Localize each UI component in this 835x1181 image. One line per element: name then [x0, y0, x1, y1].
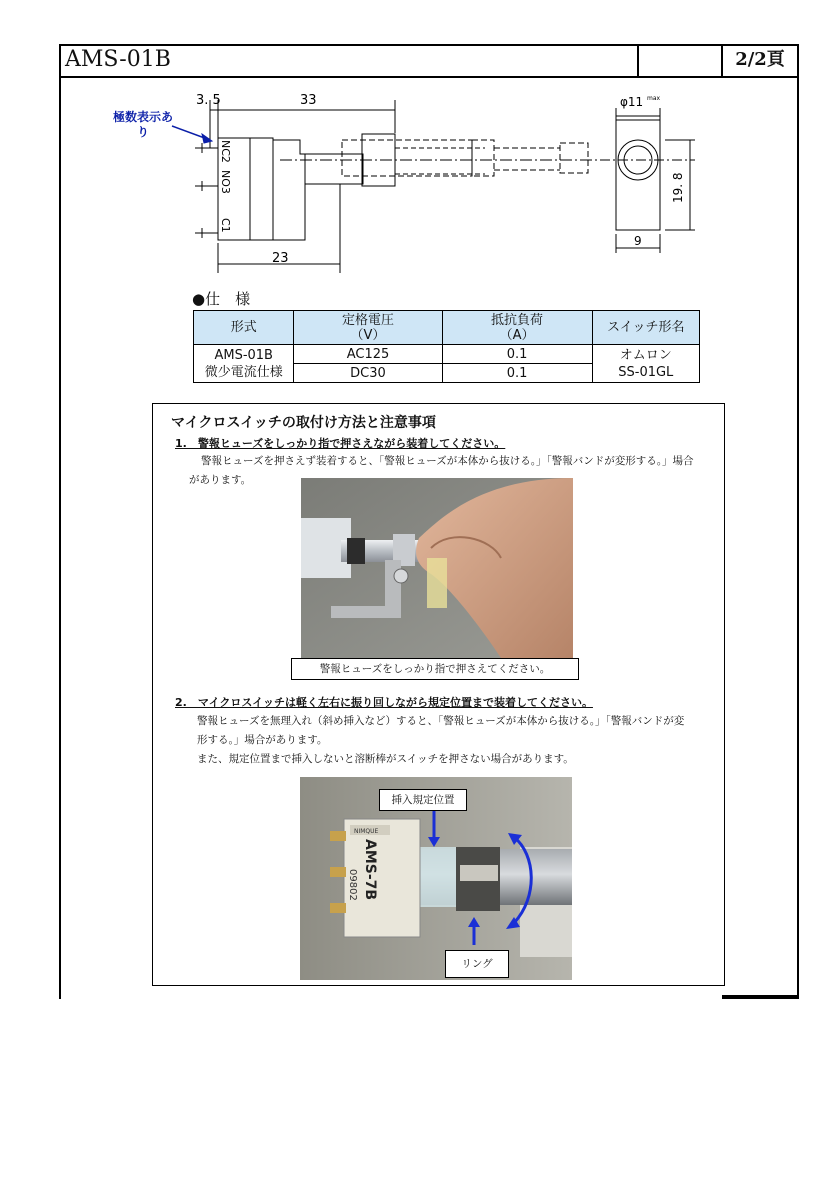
cell-voltage: DC30: [294, 364, 442, 383]
cell-voltage: AC125: [294, 345, 442, 364]
label-insertion-position: 挿入規定位置: [379, 789, 467, 811]
dimension-drawing: [100, 88, 700, 278]
cell-model: AMS-01B 微少電流仕様: [194, 345, 294, 383]
spec-heading: ●仕 様: [192, 290, 251, 308]
step-1-heading: 1. 警報ヒューズをしっかり指で押さえながら装着してください。: [175, 437, 506, 450]
step-1-text-line2: があります。: [189, 474, 252, 486]
dim-33: 33: [300, 93, 317, 108]
table-row: [194, 345, 700, 364]
photo-finger-press: [301, 478, 573, 658]
photo-2-model: AMS-7B: [362, 839, 378, 901]
step-2-text-line3: また、規定位置まで挿入しないと溶断棒がスイッチを押さない場合があります。: [197, 753, 574, 765]
polarity-note: 極数表示あり: [112, 110, 173, 139]
dim-phi11: φ11: [620, 95, 644, 109]
dim-9: 9: [634, 234, 642, 248]
title-block: [59, 44, 797, 78]
step-2-heading: 2. マイクロスイッチは軽く左右に振り回しながら規定位置まで装着してください。: [175, 696, 593, 709]
photo-1-caption: 警報ヒューズをしっかり指で押さえてください。: [291, 658, 579, 680]
col-voltage: 定格電圧 （V）: [294, 311, 442, 345]
notes-title: マイクロスイッチの取付け方法と注意事項: [171, 415, 436, 431]
step-2-text-line2: 形する。」場合があります。: [197, 734, 328, 746]
cell-load: 0.1: [442, 345, 592, 364]
terminal-label-no3: NO3: [219, 170, 232, 194]
installation-notes-box: [152, 403, 725, 986]
photo-2-code: 09802: [347, 869, 358, 901]
label-ring: リング: [445, 950, 509, 978]
spec-table: [193, 310, 700, 383]
terminal-label-c1: C1: [219, 218, 232, 233]
dim-3-5: 3. 5: [196, 93, 221, 108]
col-load: 抵抗負荷 （A）: [442, 311, 592, 345]
title-block-empty-cell: [637, 44, 723, 76]
step-2-text-line1: 警報ヒューズを無理入れ（斜め挿入など）すると、「警報ヒューズが本体から抜ける。」「警報バンドが変: [197, 715, 685, 727]
cell-load: 0.1: [442, 364, 592, 383]
photo-2-brand: NIMQUE: [354, 828, 379, 835]
terminal-label-nc2: NC2: [219, 140, 232, 163]
dim-19-8: 19. 8: [671, 172, 685, 203]
step-1-text-line1: 警報ヒューズを押さえず装着すると、「警報ヒューズが本体から抜ける。」「警報バンドが変形する。」場合: [201, 455, 694, 467]
dim-23: 23: [272, 251, 289, 266]
col-model: 形式: [194, 311, 294, 345]
page-number: 2/2頁: [721, 44, 797, 76]
frame-corner-mark: [722, 995, 797, 999]
document-title: AMS-01B: [65, 47, 171, 72]
dim-phi11-sup: max: [647, 95, 661, 102]
col-switch: スイッチ形名: [592, 311, 699, 345]
cell-switch: オムロン SS-01GL: [592, 345, 699, 383]
